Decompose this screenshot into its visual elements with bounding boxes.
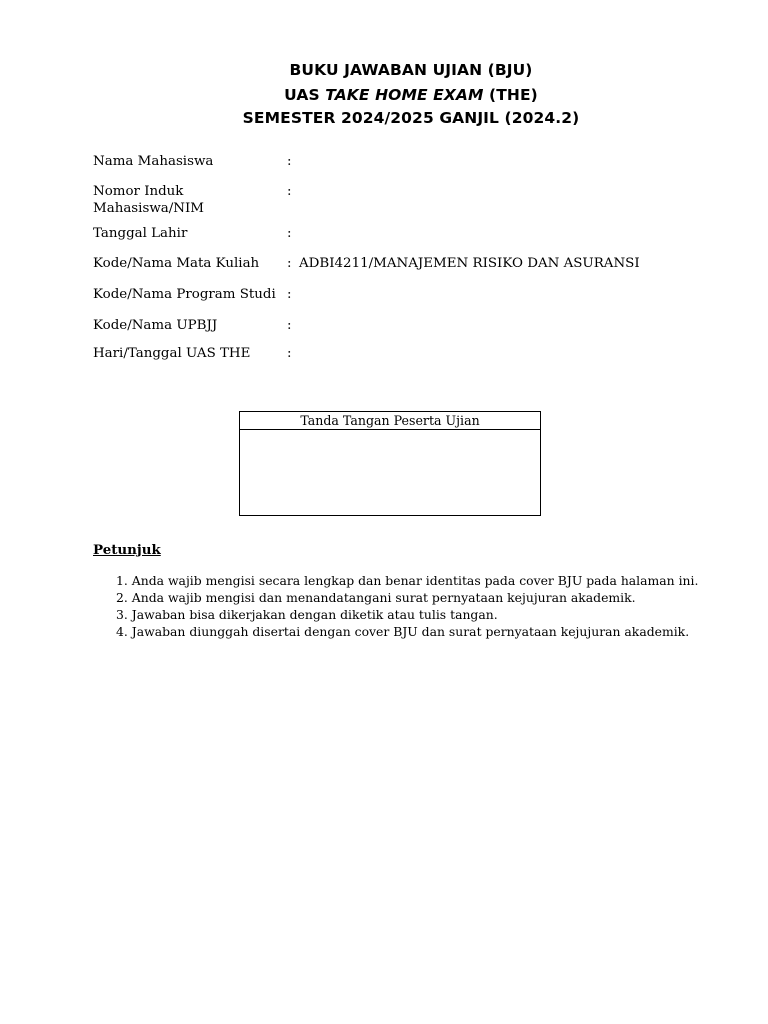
field-label: Nama Mahasiswa: [93, 154, 214, 169]
exam-type-italic: TAKE HOME EXAM: [325, 86, 484, 104]
document-title: BUKU JAWABAN UJIAN (BJU): [289, 61, 533, 79]
field-label: Kode/Nama Program Studi: [93, 287, 276, 302]
signature-box[interactable]: [239, 411, 541, 516]
semester-line: SEMESTER 2024/2025 GANJIL (2024.2): [242, 109, 580, 127]
field-colon: :: [287, 346, 292, 361]
field-colon: :: [287, 154, 292, 169]
instruction-item: 1. Anda wajib mengisi secara lengkap dan benar identitas pada cover BJU pada halaman ini.: [116, 573, 699, 588]
exam-type-line: [0, 86, 768, 104]
field-colon: :: [287, 318, 292, 333]
instruction-item: 4. Jawaban diunggah disertai dengan cover BJU dan surat pernyataan kejujuran akademik.: [116, 624, 690, 639]
exam-type-prefix: UAS: [284, 86, 326, 104]
signature-heading: Tanda Tangan Peserta Ujian: [240, 412, 540, 430]
field-label: Hari/Tanggal UAS THE: [93, 346, 251, 361]
field-label: Nomor Induk Mahasiswa/NIM: [93, 184, 205, 216]
field-label: Kode/Nama UPBJJ: [93, 318, 218, 333]
instruction-item: 2. Anda wajib mengisi dan menandatangani surat pernyataan kejujuran akademik.: [116, 590, 636, 605]
instructions-title: Petunjuk: [93, 542, 161, 558]
instructions-list: [116, 572, 698, 640]
field-label: Kode/Nama Mata Kuliah: [93, 256, 260, 271]
field-colon: :: [287, 256, 292, 271]
field-value[interactable]: ADBI4211/MANAJEMEN RISIKO DAN ASURANSI: [299, 256, 640, 271]
field-label: Tanggal Lahir: [93, 226, 188, 241]
field-colon: :: [287, 287, 292, 302]
field-colon: :: [287, 226, 292, 241]
field-colon: :: [287, 184, 292, 199]
instruction-item: 3. Jawaban bisa dikerjakan dengan diketik atau tulis tangan.: [116, 607, 498, 622]
exam-type-suffix: (THE): [483, 86, 538, 104]
